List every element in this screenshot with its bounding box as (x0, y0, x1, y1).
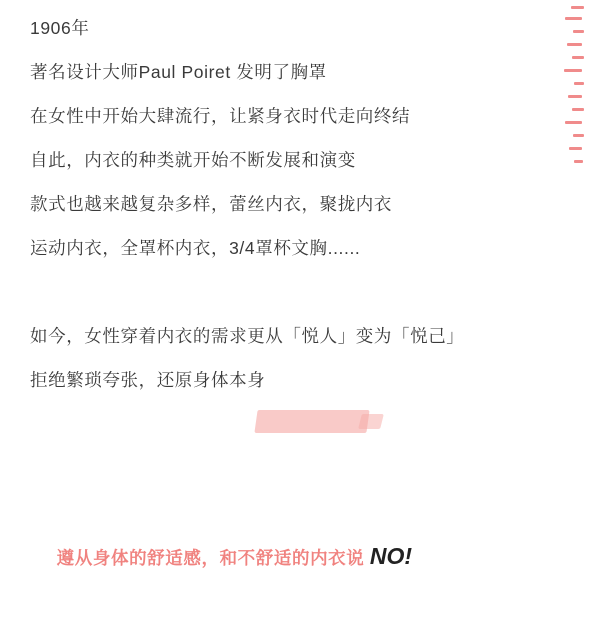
highlight-emphasis: NO! (369, 543, 413, 569)
dash-mark (565, 17, 582, 20)
highlighted-statement (30, 402, 412, 626)
paragraph-spacer (30, 270, 540, 314)
text-line: 著名设计大师Paul Poiret 发明了胸罩 (30, 62, 327, 82)
dash-mark (569, 147, 582, 150)
text-line: 自此，内衣的种类就开始不断发展和演变 (30, 150, 356, 170)
dash-mark (574, 160, 583, 163)
dash-mark (572, 56, 584, 59)
dash-mark (574, 82, 584, 85)
dash-mark (564, 69, 582, 72)
decorative-dashes (563, 0, 587, 175)
text-line: 运动内衣，全罩杯内衣，3/4罩杯文胸...... (30, 238, 361, 258)
text-line: 拒绝繁琐夸张，还原身体本身 (30, 370, 266, 390)
highlight-brush-stroke-tail (358, 414, 384, 429)
text-line: 如今，女性穿着内衣的需求更从「悦人」变为「悦己」 (30, 326, 465, 346)
dash-mark (573, 30, 584, 33)
text-line: 在女性中开始大肆流行，让紧身衣时代走向终结 (30, 106, 411, 126)
dash-mark (573, 134, 584, 137)
highlight-text: 遵从身体的舒适感，和不舒适的内衣说 (56, 548, 370, 568)
text-line: 1906年 (30, 18, 90, 38)
dash-mark (565, 121, 582, 124)
dash-mark (567, 43, 582, 46)
highlight-brush-stroke (254, 410, 369, 433)
dash-mark (571, 6, 584, 9)
text-line: 款式也越来越复杂多样，蕾丝内衣，聚拢内衣 (30, 194, 392, 214)
document-body (30, 0, 540, 626)
dash-mark (568, 95, 582, 98)
dash-mark (572, 108, 584, 111)
